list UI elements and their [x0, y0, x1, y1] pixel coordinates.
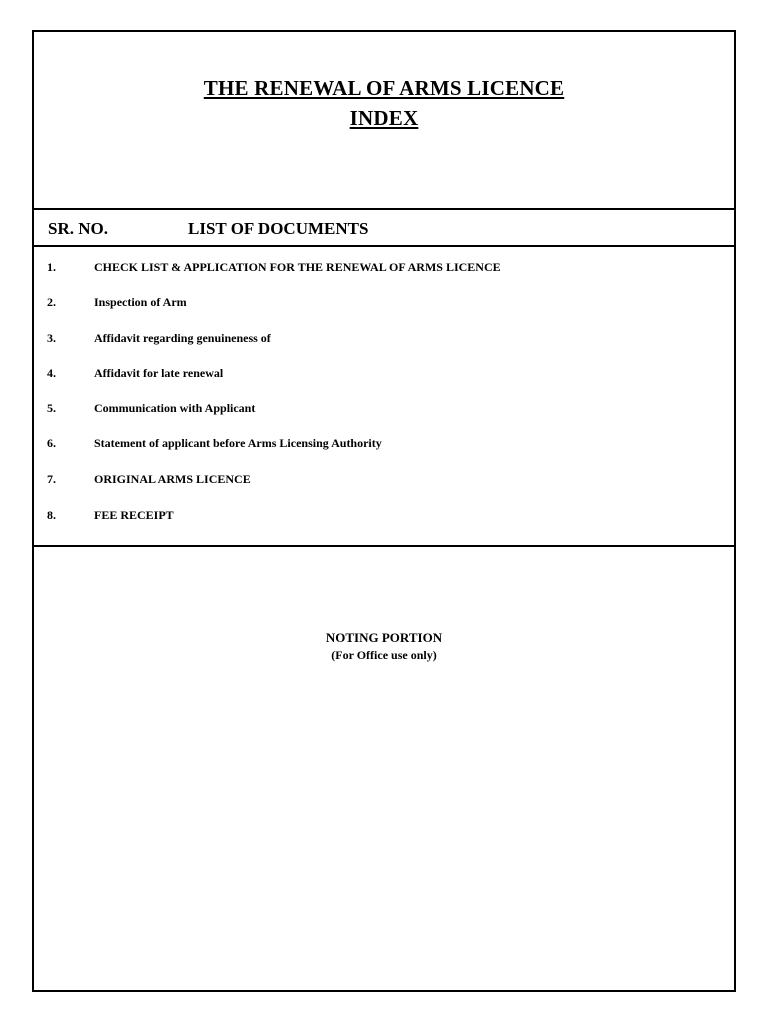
list-item [34, 469, 734, 489]
noting-portion [34, 630, 734, 663]
item-text: Affidavit for late renewal [94, 366, 224, 380]
documents-list [34, 247, 734, 547]
list-item [34, 505, 734, 525]
item-number: 4. [47, 366, 56, 380]
item-number: 3. [47, 331, 56, 345]
item-number: 8. [47, 508, 56, 522]
list-item [34, 292, 734, 312]
item-text: Statement of applicant before Arms Licensing Authority [94, 436, 382, 450]
table-header [34, 210, 734, 247]
item-number: 2. [47, 295, 56, 309]
title-block [34, 32, 734, 210]
item-text: ORIGINAL ARMS LICENCE [94, 472, 251, 486]
list-item [34, 257, 734, 277]
item-number: 6. [47, 436, 56, 450]
list-item [34, 328, 734, 348]
noting-heading: NOTING PORTION [325, 630, 443, 645]
item-number: 7. [47, 472, 56, 486]
documents-header: LIST OF DOCUMENTS [188, 219, 369, 238]
item-text: CHECK LIST & APPLICATION FOR THE RENEWAL OF ARMS LICENCE [94, 260, 501, 274]
item-text: FEE RECEIPT [94, 508, 174, 522]
document-frame [32, 30, 736, 992]
index-heading: INDEX [349, 106, 419, 130]
list-item [34, 363, 734, 383]
item-number: 5. [47, 401, 56, 415]
item-text: Affidavit regarding genuineness of [94, 331, 271, 345]
item-text: Communication with Applicant [94, 401, 256, 415]
sr-no-header: SR. NO. [48, 219, 108, 238]
list-item [34, 433, 734, 453]
item-text: Inspection of Arm [94, 295, 187, 309]
office-use-note: (For Office use only) [331, 648, 437, 662]
list-item [34, 398, 734, 418]
item-number: 1. [47, 260, 56, 274]
document-title: THE RENEWAL OF ARMS LICENCE [203, 76, 565, 100]
